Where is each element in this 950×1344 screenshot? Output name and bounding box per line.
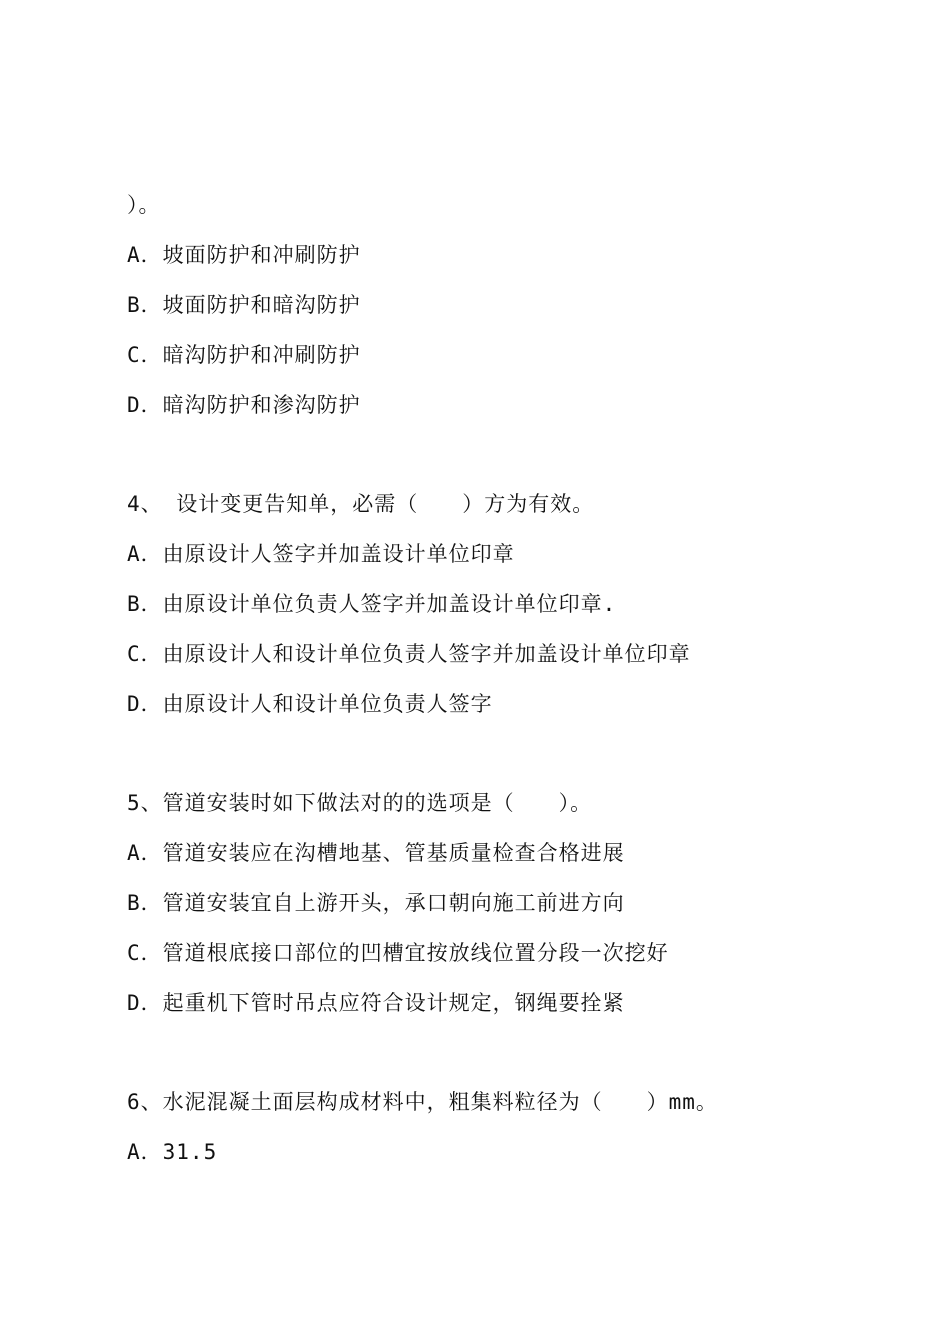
q5-option-b: B．管道安装宜自上游开头，承口朝向施工前进方向 — [127, 891, 625, 915]
q5-option-c: C．管道根底接口部位的凹槽宜按放线位置分段一次挖好 — [127, 941, 669, 965]
q4-option-d: D．由原设计人和设计单位负责人签字 — [127, 692, 493, 716]
q4-option-a: A．由原设计人签字并加盖设计单位印章 — [127, 542, 515, 566]
q4-stem: 4、 设计变更告知单，必需（ ）方为有效。 — [127, 492, 595, 516]
q3-option-d: D．暗沟防护和渗沟防护 — [127, 393, 361, 417]
q3-option-b: B．坡面防护和暗沟防护 — [127, 293, 361, 317]
q5-stem: 5、管道安装时如下做法对的的选项是（ ）。 — [127, 791, 593, 815]
q4-option-b: B．由原设计单位负责人签字并加盖设计单位印章. — [127, 592, 617, 616]
q5-option-a: A．管道安装应在沟槽地基、管基质量检查合格进展 — [127, 841, 625, 865]
q3-option-c: C．暗沟防护和冲刷防护 — [127, 343, 361, 367]
q5-option-d: D．起重机下管时吊点应符合设计规定，钢绳要拴紧 — [127, 991, 625, 1015]
q4-option-c: C．由原设计人和设计单位负责人签字并加盖设计单位印章 — [127, 642, 691, 666]
q6-stem: 6、水泥混凝土面层构成材料中，粗集料粒径为（ ）mm。 — [127, 1090, 718, 1114]
q3-stem-tail: ）。 — [127, 193, 161, 217]
q6-option-a: A．31.5 — [127, 1140, 218, 1164]
q3-option-a: A．坡面防护和冲刷防护 — [127, 243, 361, 267]
